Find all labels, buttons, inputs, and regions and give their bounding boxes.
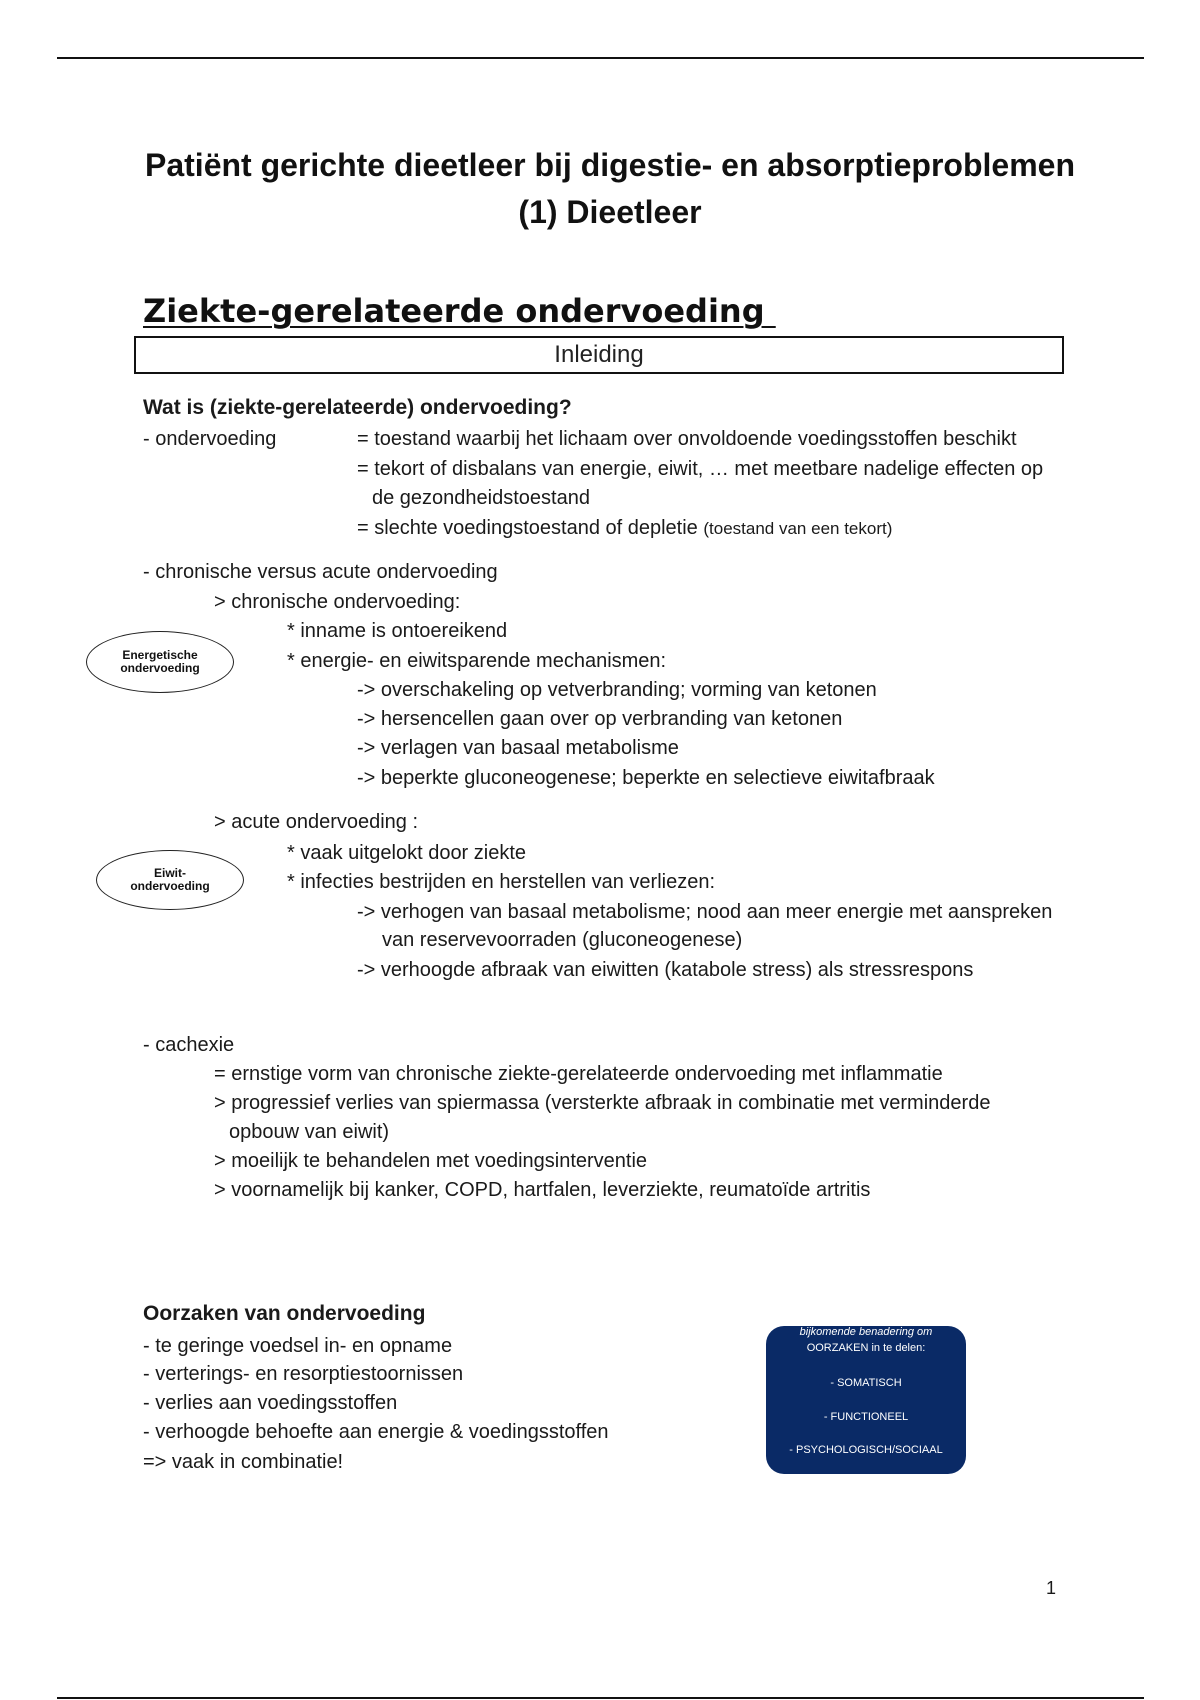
cachexie-line-2a: > progressief verlies van spiermassa (versterkte afbraak in combinatie met verminderde	[214, 1092, 991, 1114]
title-line-2: (1) Dieetleer	[518, 194, 702, 230]
page-number: 1	[1046, 1578, 1057, 1598]
chronic-sub-2: -> hersencellen gaan over op verbranding van ketonen	[357, 708, 843, 730]
title-line-1: Patiënt gerichte dieetleer bij digestie- en absorptieproblemen	[145, 147, 1075, 183]
definition-heading: Wat is (ziekte-gerelateerde) ondervoeding?	[143, 396, 572, 419]
acute-bullet-2: * infecties bestrijden en herstellen van verliezen:	[287, 871, 716, 893]
chronic-sub-1: -> overschakeling op vetverbranding; vorming van ketonen	[357, 679, 877, 701]
definition-line-1: = toestand waarbij het lichaam over onvoldoende voedingsstoffen beschikt	[357, 428, 1017, 450]
cause-item: - te geringe voedsel in- en opname	[143, 1335, 453, 1357]
top-rule	[57, 57, 1144, 59]
definition-line-3-note: (toestand van een tekort)	[703, 519, 893, 538]
causes-conclusion: => vaak in combinatie!	[143, 1451, 344, 1473]
box-option-psychosocial: - PSYCHOLOGISCH/SOCIAAL	[789, 1444, 943, 1456]
acute-label: > acute ondervoeding :	[214, 811, 419, 833]
box-intro-line-2: OORZAKEN in te delen:	[806, 1342, 926, 1354]
chronic-acute-heading: - chronische versus acute ondervoeding	[143, 561, 498, 583]
acute-sub-1b: van reservevoorraden (gluconeogenese)	[382, 929, 743, 951]
cachexie-line-1: = ernstige vorm van chronische ziekte-gerelateerde ondervoeding met inflammatie	[214, 1063, 943, 1085]
box-option-somatic: - SOMATISCH	[830, 1377, 902, 1389]
definition-line-2a: = tekort of disbalans van energie, eiwit, … met meetbare nadelige effecten op	[357, 458, 1044, 480]
document-title	[130, 142, 1090, 236]
energetic-oval-line-2: ondervoeding	[120, 661, 200, 675]
acute-sub-1a: -> verhogen van basaal metabolisme; nood aan meer energie met aanspreken	[357, 901, 1053, 923]
cause-categories-box	[766, 1326, 966, 1474]
cachexie-heading: - cachexie	[143, 1034, 235, 1056]
bottom-rule	[57, 1697, 1144, 1699]
acute-sub-2: -> verhoogde afbraak van eiwitten (katabole stress) als stressrespons	[357, 959, 974, 981]
cachexie-line-2b: opbouw van eiwit)	[229, 1121, 390, 1143]
chronic-bullet-2: * energie- en eiwitsparende mechanismen:	[287, 650, 667, 672]
chronic-bullet-1: * inname is ontoereikend	[287, 620, 508, 642]
cachexie-line-4: > voornamelijk bij kanker, COPD, hartfalen, leverziekte, reumatoïde artritis	[214, 1179, 871, 1201]
energetic-oval-line-1: Energetische	[122, 648, 198, 662]
energetic-undernutrition-oval	[86, 631, 234, 693]
protein-undernutrition-oval	[96, 850, 244, 910]
chronic-label: > chronische ondervoeding:	[214, 591, 461, 613]
definition-line-3-main: = slechte voedingstoestand of depletie	[357, 517, 698, 539]
section-title: Ziekte-gerelateerde ondervoeding	[143, 292, 776, 330]
chronic-sub-4: -> beperkte gluconeogenese; beperkte en selectieve eiwitafbraak	[357, 767, 935, 789]
box-intro-line-1: bijkomende benadering om	[799, 1326, 933, 1338]
definition-line-2b: de gezondheidstoestand	[372, 487, 590, 509]
acute-bullet-1: * vaak uitgelokt door ziekte	[287, 842, 527, 864]
protein-oval-line-1: Eiwit-	[154, 866, 186, 880]
definition-term: - ondervoeding	[143, 428, 277, 450]
cachexie-line-3: > moeilijk te behandelen met voedingsinterventie	[214, 1150, 648, 1172]
cause-item: - verterings- en resorptiestoornissen	[143, 1363, 464, 1385]
definition-line-3	[357, 516, 892, 541]
chronic-sub-3: -> verlagen van basaal metabolisme	[357, 737, 679, 759]
cause-item: - verlies aan voedingsstoffen	[143, 1392, 398, 1414]
cause-item: - verhoogde behoefte aan energie & voedingsstoffen	[143, 1421, 609, 1443]
causes-heading: Oorzaken van ondervoeding	[143, 1302, 426, 1325]
protein-oval-line-2: ondervoeding	[130, 879, 210, 893]
box-option-functional: - FUNCTIONEEL	[823, 1411, 909, 1423]
intro-box: Inleiding	[134, 336, 1064, 374]
